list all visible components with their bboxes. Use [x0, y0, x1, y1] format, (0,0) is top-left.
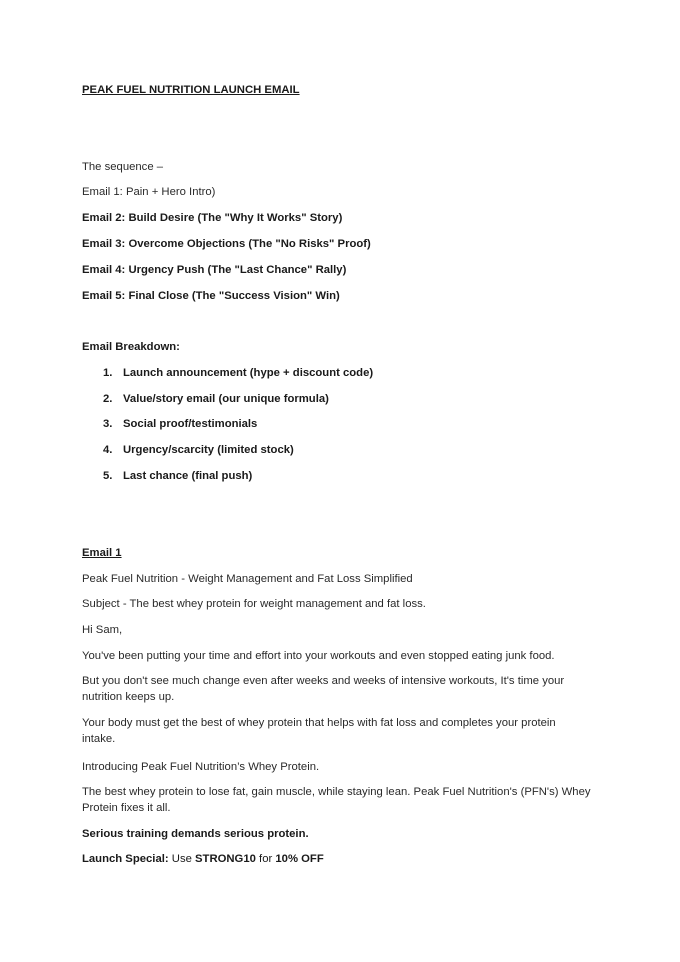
sequence-intro: The sequence –: [82, 161, 164, 173]
breakdown-number: 5.: [103, 470, 113, 482]
breakdown-text: Launch announcement (hype + discount code): [123, 367, 374, 379]
sequence-item-2: Email 2: Build Desire (The "Why It Works" Story): [82, 212, 343, 224]
breakdown-number: 2.: [103, 393, 113, 405]
breakdown-item-3: [103, 416, 257, 432]
breakdown-text: Social proof/testimonials: [123, 418, 258, 430]
email1-paragraph-1: You've been putting your time and effort into your workouts and even stopped eating junk food.: [82, 650, 555, 662]
discount-amount: 10% OFF: [275, 853, 324, 865]
breakdown-number: 3.: [103, 418, 113, 430]
email1-tagline: Serious training demands serious protein.: [82, 828, 309, 840]
breakdown-heading: Email Breakdown:: [82, 341, 180, 353]
email1-paragraph-4: Introducing Peak Fuel Nutrition’s Whey Protein.: [82, 761, 320, 773]
breakdown-item-4: [103, 442, 294, 458]
email1-launch-special: [82, 851, 324, 867]
special-for-text: for: [255, 853, 276, 865]
breakdown-item-2: [103, 391, 329, 407]
special-label: Launch Special:: [82, 853, 169, 865]
email1-heading: Email 1: [82, 547, 122, 559]
breakdown-text: Last chance (final push): [123, 470, 253, 482]
breakdown-number: 4.: [103, 444, 113, 456]
email1-paragraph-5: The best whey protein to lose fat, gain muscle, while staying lean. Peak Fuel Nutrition's (PFN's) Whey Protein fixes it all.: [82, 786, 591, 814]
email1-paragraph-2: But you don't see much change even after weeks and weeks of intensive workouts, It's time your nutrition keeps up.: [82, 675, 565, 703]
breakdown-item-1: [103, 365, 373, 381]
special-use-text: Use: [168, 853, 196, 865]
breakdown-text: Urgency/scarcity (limited stock): [123, 444, 294, 456]
document-title: PEAK FUEL NUTRITION LAUNCH EMAIL: [82, 84, 300, 96]
sequence-item-5: Email 5: Final Close (The "Success Vision" Win): [82, 290, 340, 302]
email1-subject: Subject - The best whey protein for weight management and fat loss.: [82, 598, 426, 610]
discount-code: STRONG10: [195, 853, 256, 865]
email1-greeting: Hi Sam,: [82, 624, 123, 636]
sequence-item-1: Email 1: Pain + Hero Intro): [82, 186, 216, 198]
email1-brand-line: Peak Fuel Nutrition - Weight Management and Fat Loss Simplified: [82, 573, 413, 585]
email1-paragraph-3: Your body must get the best of whey protein that helps with fat loss and completes your protein intake.: [82, 717, 556, 745]
sequence-item-4: Email 4: Urgency Push (The "Last Chance" Rally): [82, 264, 347, 276]
sequence-item-3: Email 3: Overcome Objections (The "No Risks" Proof): [82, 238, 371, 250]
breakdown-text: Value/story email (our unique formula): [123, 393, 329, 405]
breakdown-number: 1.: [103, 367, 113, 379]
breakdown-item-5: [103, 468, 252, 484]
